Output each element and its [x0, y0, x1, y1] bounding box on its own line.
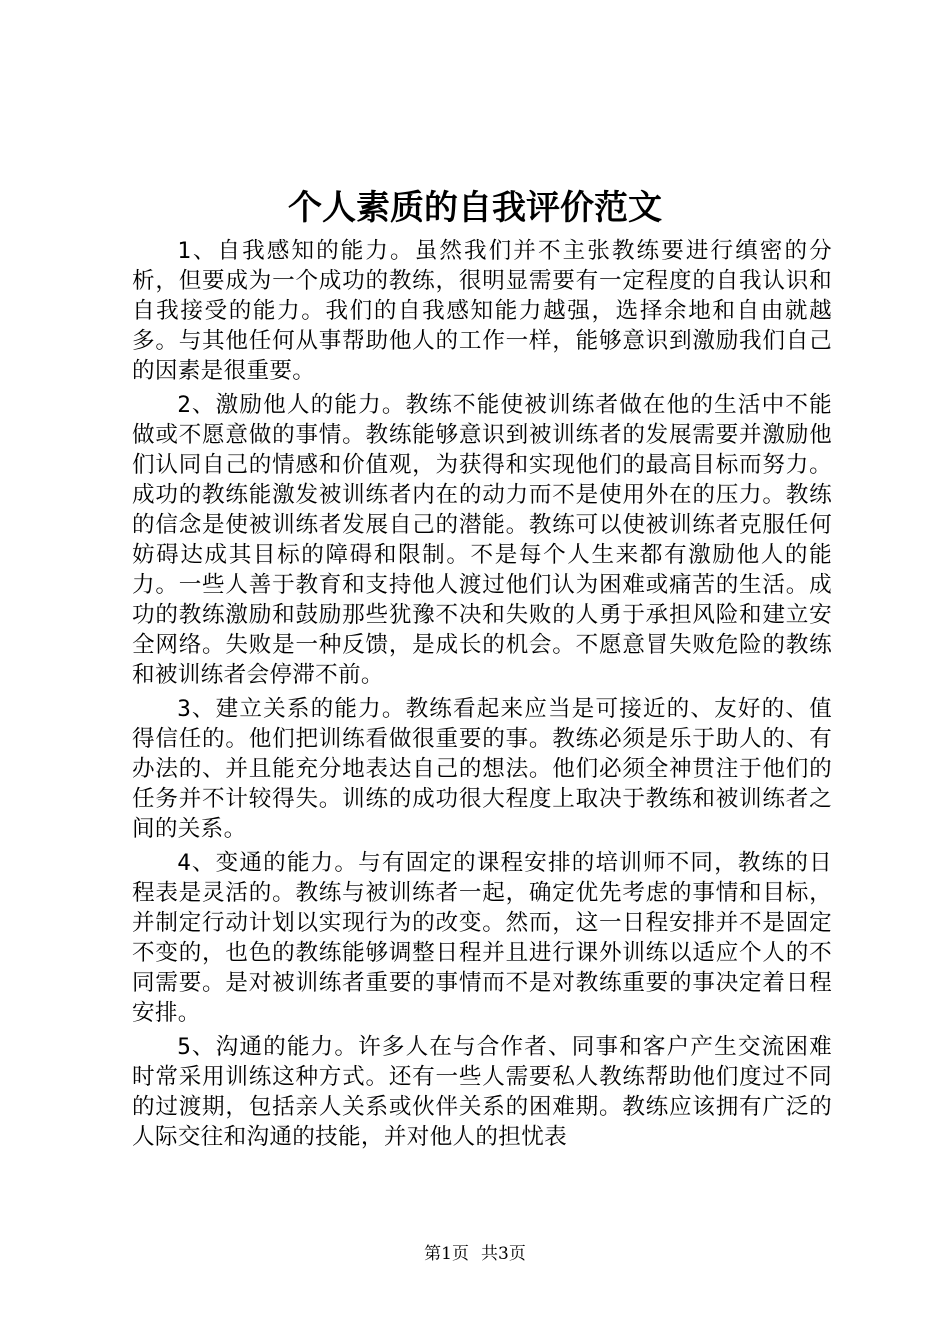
- page-total: 共3页: [481, 1244, 526, 1264]
- paragraph-4: 4、变通的能力。与有固定的课程安排的培训师不同，教练的日程表是灵活的。教练与被训练者一起，确定优先考虑的事情和目标，并制定行动计划以实现行为的改变。然而，这一日程安排并不是固定不变的，也色的教练能够调整日程并且进行课外训练以适应个人的不同需要。是对被训练者重要的事情而不是对教练重要的事决定着日程安排。: [132, 850, 832, 1026]
- paragraph-5: 5、沟通的能力。许多人在与合作者、同事和客户产生交流困难时常采用训练这种方式。还有一些人需要私人教练帮助他们度过不同的过渡期，包括亲人关系或伙伴关系的困难期。教练应该拥有广泛的人际交往和沟通的技能，并对他人的担忧表: [132, 1034, 832, 1150]
- document-title: 个人素质的自我评价范文: [288, 188, 662, 228]
- page-number: 第1页: [424, 1244, 469, 1264]
- paragraph-1: 1、自我感知的能力。虽然我们并不主张教练要进行缜密的分析，但要成为一个成功的教练，很明显需要有一定程度的自我认识和自我接受的能力。我们的自我感知能力越强，选择余地和自由就越多。与其他任何从事帮助他人的工作一样，能够意识到激励我们自己的因素是很重要。: [132, 238, 832, 384]
- page-footer: [0, 1242, 950, 1266]
- paragraph-3: 3、建立关系的能力。教练看起来应当是可接近的、友好的、值得信任的。他们把训练看做很重要的事。教练必须是乐于助人的、有办法的、并且能充分地表达自己的想法。他们必须全神贯注于他们的任务并不计较得失。训练的成功很大程度上取决于教练和被训练者之间的关系。: [132, 696, 832, 842]
- document-body: [132, 236, 832, 1156]
- paragraph-2: 2、激励他人的能力。教练不能使被训练者做在他的生活中不能做或不愿意做的事情。教练能够意识到被训练者的发展需要并激励他们认同自己的情感和价值观，为获得和实现他们的最高目标而努力。成功的教练能激发被训练者内在的动力而不是使用外在的压力。教练的信念是使被训练者发展自己的潜能。教练可以使被训练者克服任何妨碍达成其目标的障碍和限制。不是每个人生来都有激励他人的能力。一些人善于教育和支持他人渡过他们认为困难或痛苦的生活。成功的教练激励和鼓励那些犹豫不决和失败的人勇于承担风险和建立安全网络。失败是一种反馈，是成长的机会。不愿意冒失败危险的教练和被训练者会停滞不前。: [132, 392, 832, 688]
